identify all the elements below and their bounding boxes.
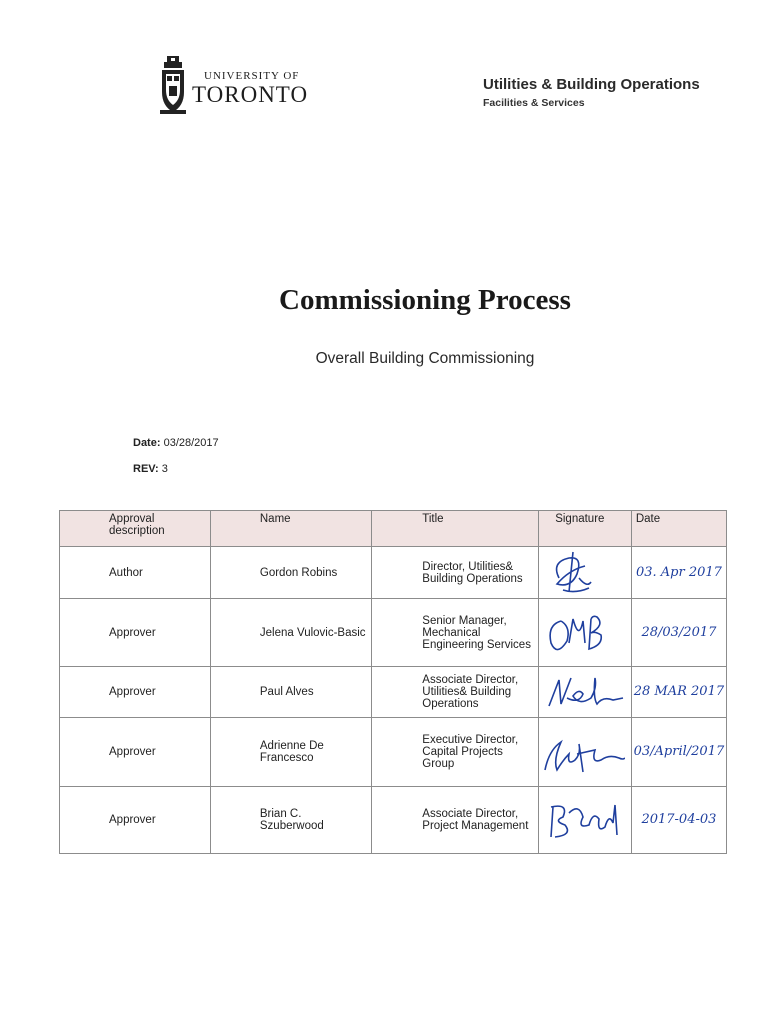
approver-title: Executive Director, Capital Projects Group <box>372 718 539 787</box>
date-value: 03/28/2017 <box>163 437 219 449</box>
approver-name: Gordon Robins <box>210 547 371 599</box>
column-header-name: Name <box>210 511 371 547</box>
signed-date: 28/03/2017 <box>641 624 717 640</box>
signature-image <box>539 601 625 665</box>
signed-date-cell <box>631 787 726 854</box>
signature-cell <box>539 787 632 854</box>
document-title: Commissioning Process <box>279 284 571 316</box>
department-header <box>483 76 723 109</box>
signature-cell <box>539 667 632 718</box>
table-row <box>60 787 727 854</box>
date-label: Date: <box>133 437 161 449</box>
column-header-date: Date <box>631 511 726 547</box>
approval-role: Approver <box>60 667 211 718</box>
column-header-signature: Signature <box>539 511 632 547</box>
table-row <box>60 718 727 787</box>
approver-name: Adrienne De Francesco <box>210 718 371 787</box>
signed-date-cell <box>631 599 726 667</box>
signature-cell <box>539 718 632 787</box>
approver-title: Director, Utilities& Building Operations <box>372 547 539 599</box>
signed-date: 03/April/2017 <box>633 744 725 760</box>
approver-title: Associate Director, Utilities& Building Operations <box>372 667 539 718</box>
signature-cell <box>539 599 632 667</box>
signature-image <box>539 789 625 851</box>
approval-table <box>59 510 727 854</box>
signed-date-cell <box>631 718 726 787</box>
department-name: Utilities & Building Operations <box>483 76 700 93</box>
table-header-row <box>60 511 727 547</box>
date-line <box>133 437 219 449</box>
signature-cell <box>539 547 632 599</box>
signed-date-cell <box>631 667 726 718</box>
signature-image <box>539 548 625 598</box>
approval-role: Approver <box>60 787 211 854</box>
approver-name: Jelena Vulovic-Basic <box>210 599 371 667</box>
signed-date: 2017-04-03 <box>641 812 717 828</box>
approver-name: Brian C. Szuberwood <box>210 787 371 854</box>
approval-role: Approver <box>60 599 211 667</box>
division-name: Facilities & Services <box>483 97 585 109</box>
university-logo <box>158 54 330 116</box>
crest-icon <box>158 54 188 116</box>
approver-name: Paul Alves <box>210 667 371 718</box>
document-subtitle: Overall Building Commissioning <box>315 350 535 367</box>
signed-date: 03. Apr 2017 <box>635 564 722 580</box>
column-header-title: Title <box>372 511 539 547</box>
university-line-1: UNIVERSITY OF <box>204 70 300 82</box>
approver-title: Senior Manager, Mechanical Engineering Services <box>372 599 539 667</box>
column-header-approval: Approval description <box>60 511 211 547</box>
table-row <box>60 599 727 667</box>
signature-image <box>539 720 625 784</box>
approval-role: Author <box>60 547 211 599</box>
revision-line <box>133 463 168 475</box>
table-row <box>60 547 727 599</box>
approval-role: Approver <box>60 718 211 787</box>
revision-value: 3 <box>161 463 168 475</box>
table-row <box>60 667 727 718</box>
revision-label: REV: <box>133 463 159 475</box>
signature-image <box>539 668 625 716</box>
approver-title: Associate Director, Project Management <box>372 787 539 854</box>
university-line-2: TORONTO <box>192 82 309 107</box>
signed-date-cell <box>631 547 726 599</box>
signed-date: 28 MAR 2017 <box>633 684 725 700</box>
